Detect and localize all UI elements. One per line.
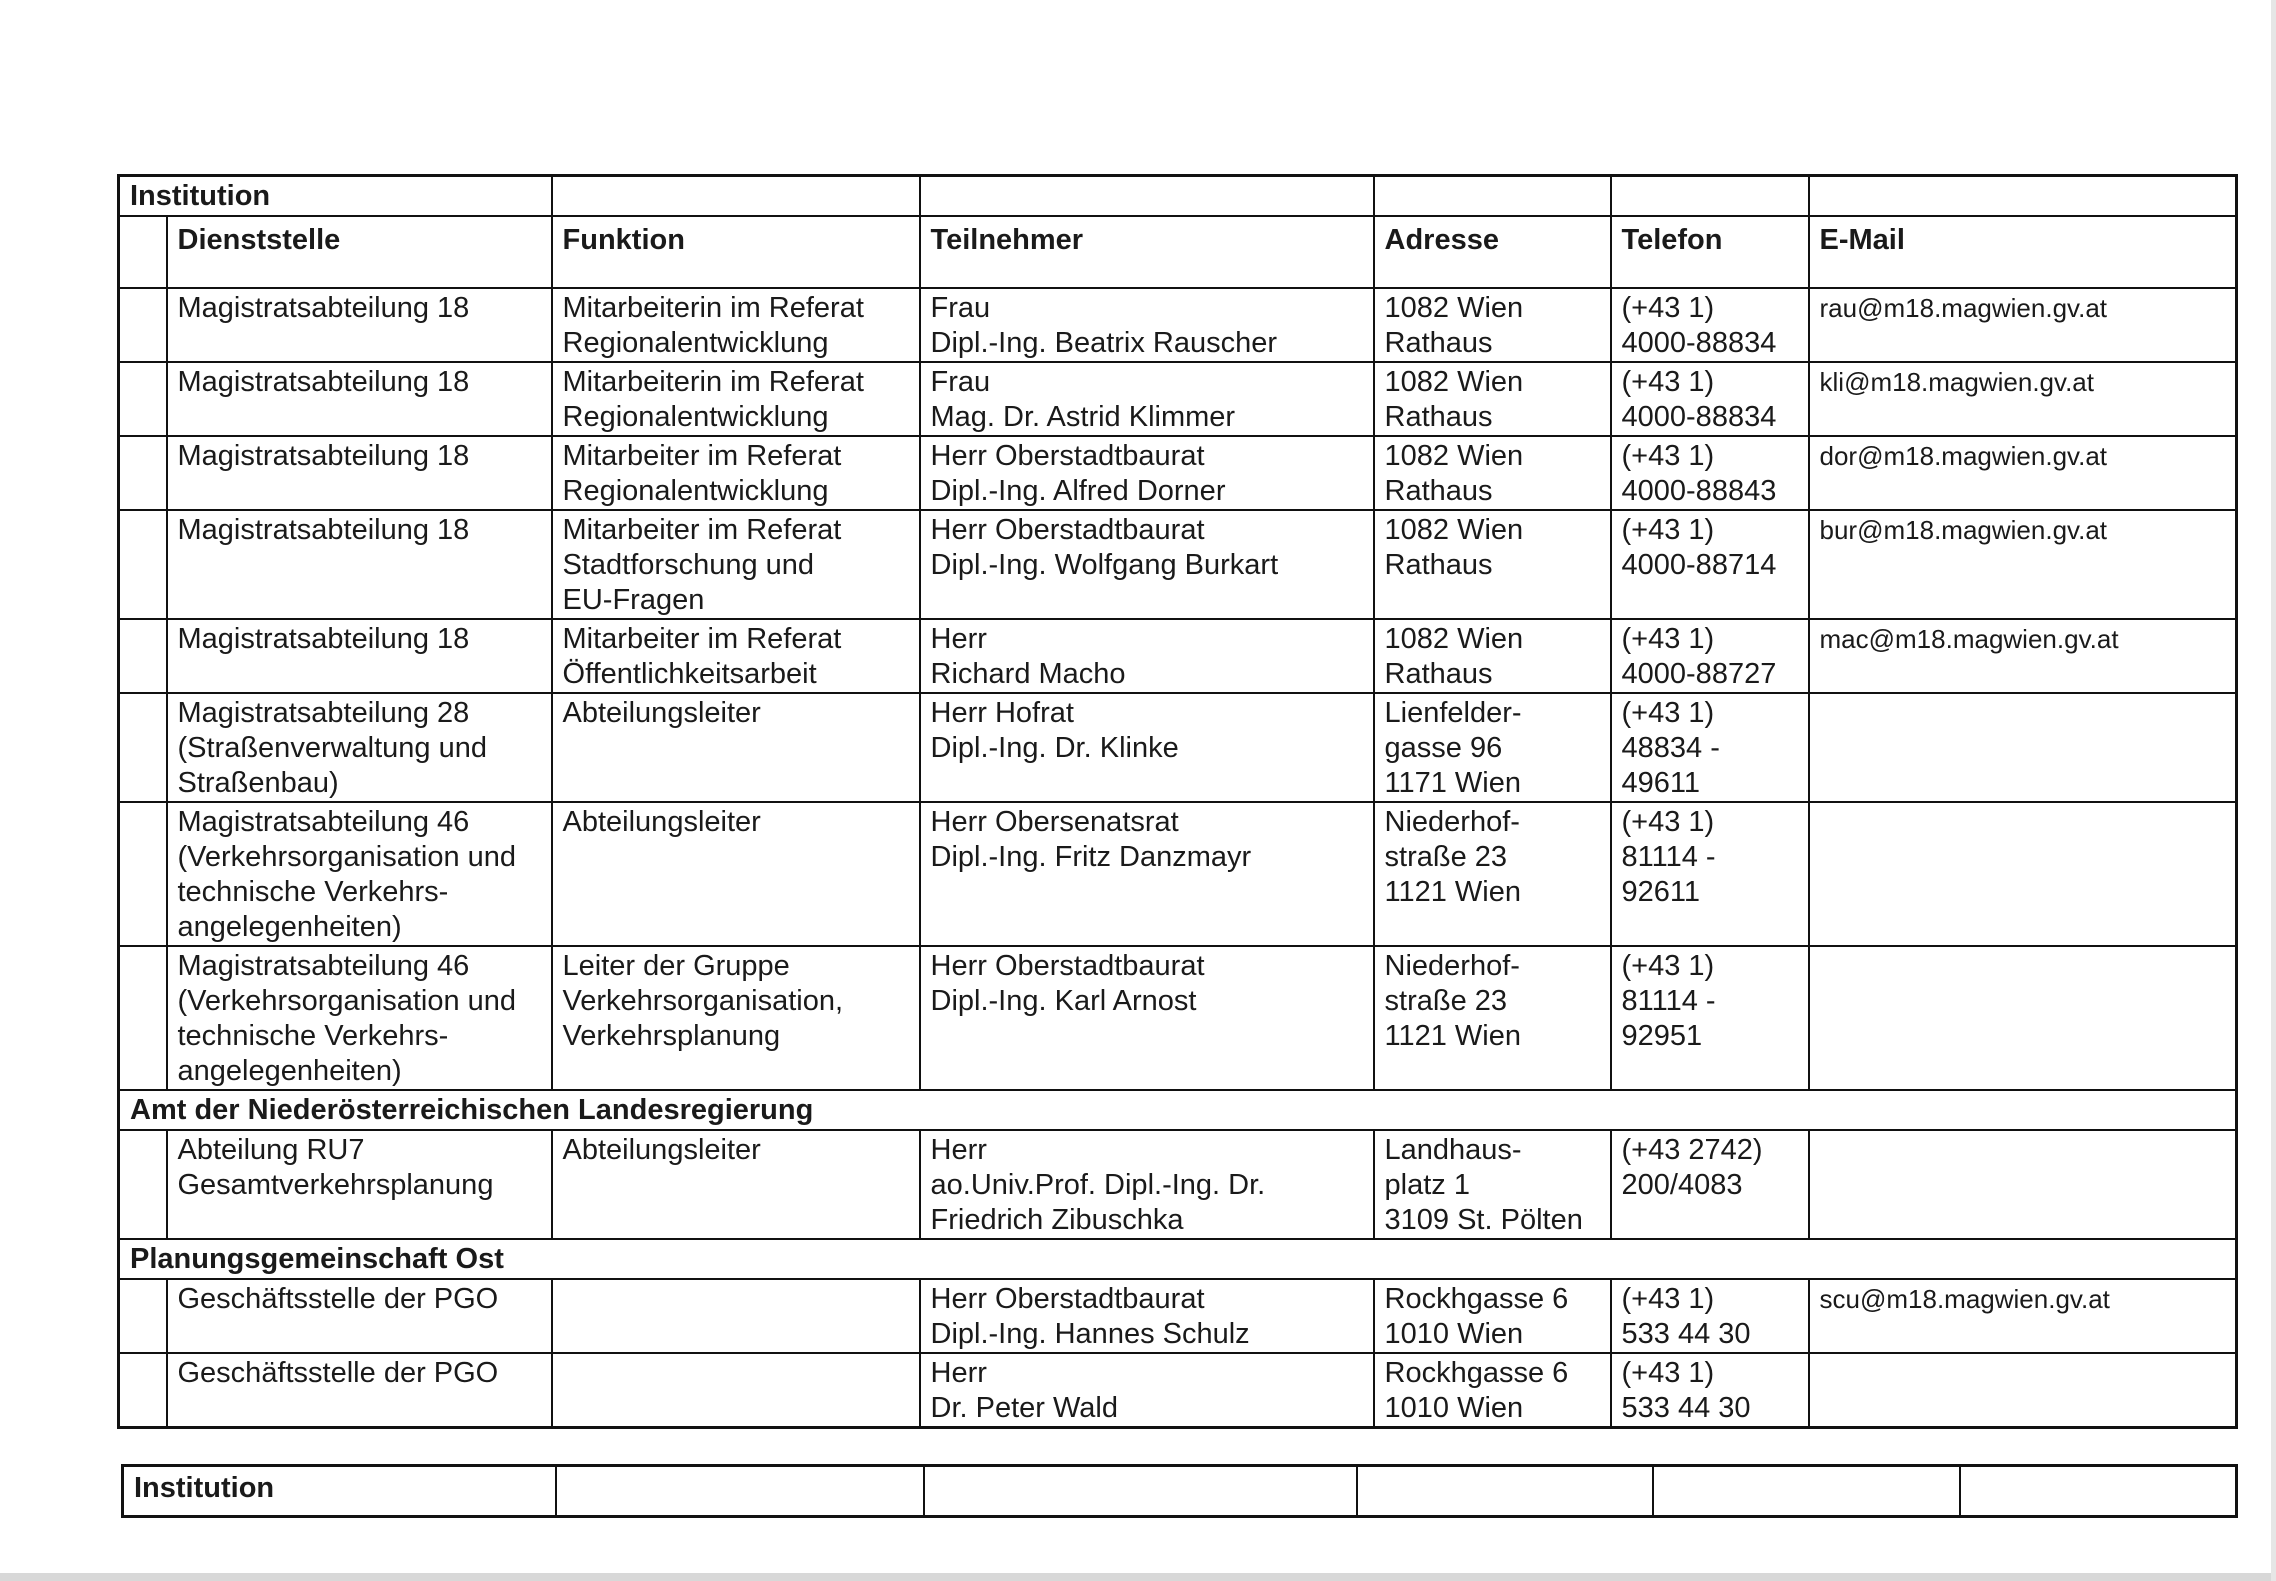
group-header-row bbox=[119, 1239, 2237, 1279]
dienststelle-cell: Magistratsabteilung 18 bbox=[167, 436, 552, 510]
header-blank bbox=[552, 176, 920, 217]
group-header-row bbox=[119, 1090, 2237, 1130]
dienststelle-cell: Magistratsabteilung 18 bbox=[167, 362, 552, 436]
funktion-cell: Mitarbeiter im Referat Öffentlichkeitsarbeit bbox=[552, 619, 920, 693]
footer-blank bbox=[1653, 1466, 1960, 1517]
header-institution: Institution bbox=[119, 176, 552, 217]
funktion-cell: Mitarbeiter im Referat Regionalentwicklung bbox=[552, 436, 920, 510]
email-cell: rau@m18.magwien.gv.at bbox=[1809, 288, 2237, 362]
indent-cell bbox=[119, 216, 167, 288]
header-blank bbox=[1809, 176, 2237, 217]
adresse-cell: 1082 Wien Rathaus bbox=[1374, 619, 1611, 693]
table-row bbox=[119, 1279, 2237, 1353]
funktion-cell: Mitarbeiterin im Referat Regionalentwicklung bbox=[552, 362, 920, 436]
email-cell bbox=[1809, 693, 2237, 802]
telefon-cell: (+43 1) 4000-88843 bbox=[1611, 436, 1809, 510]
telefon-cell: (+43 1) 81114 - 92611 bbox=[1611, 802, 1809, 946]
funktion-cell: Leiter der Gruppe Verkehrsorganisation, Verkehrsplanung bbox=[552, 946, 920, 1090]
funktion-cell bbox=[552, 1279, 920, 1353]
indent-cell bbox=[119, 362, 167, 436]
email-cell: mac@m18.magwien.gv.at bbox=[1809, 619, 2237, 693]
indent-cell bbox=[119, 619, 167, 693]
adresse-cell: Lienfelder- gasse 96 1171 Wien bbox=[1374, 693, 1611, 802]
email-cell: bur@m18.magwien.gv.at bbox=[1809, 510, 2237, 619]
indent-cell bbox=[119, 510, 167, 619]
table-row bbox=[119, 619, 2237, 693]
footer-blank bbox=[1960, 1466, 2237, 1517]
telefon-cell: (+43 1) 4000-88834 bbox=[1611, 288, 1809, 362]
table-row bbox=[119, 802, 2237, 946]
teilnehmer-cell: Herr Obersenatsrat Dipl.-Ing. Fritz Danzmayr bbox=[920, 802, 1374, 946]
header-blank bbox=[920, 176, 1374, 217]
adresse-cell: Rockhgasse 6 1010 Wien bbox=[1374, 1279, 1611, 1353]
funktion-cell bbox=[552, 1353, 920, 1428]
teilnehmer-cell: Herr ao.Univ.Prof. Dipl.-Ing. Dr. Friedrich Zibuschka bbox=[920, 1130, 1374, 1239]
indent-cell bbox=[119, 436, 167, 510]
header-blank bbox=[1611, 176, 1809, 217]
dienststelle-cell: Magistratsabteilung 18 bbox=[167, 619, 552, 693]
adresse-cell: 1082 Wien Rathaus bbox=[1374, 362, 1611, 436]
table-row bbox=[119, 1353, 2237, 1428]
teilnehmer-cell: Frau Mag. Dr. Astrid Klimmer bbox=[920, 362, 1374, 436]
adresse-cell: 1082 Wien Rathaus bbox=[1374, 510, 1611, 619]
funktion-cell: Abteilungsleiter bbox=[552, 802, 920, 946]
page-right-edge bbox=[2271, 0, 2276, 1581]
table-row bbox=[119, 1130, 2237, 1239]
telefon-cell: (+43 2742) 200/4083 bbox=[1611, 1130, 1809, 1239]
telefon-cell: (+43 1) 81114 - 92951 bbox=[1611, 946, 1809, 1090]
col-header-adresse: Adresse bbox=[1374, 216, 1611, 288]
adresse-cell: Niederhof- straße 23 1121 Wien bbox=[1374, 802, 1611, 946]
group-label: Amt der Niederösterreichischen Landesregierung bbox=[119, 1090, 2237, 1130]
teilnehmer-cell: Herr Hofrat Dipl.-Ing. Dr. Klinke bbox=[920, 693, 1374, 802]
telefon-cell: (+43 1) 4000-88714 bbox=[1611, 510, 1809, 619]
footer-blank bbox=[1357, 1466, 1653, 1517]
footer-blank bbox=[924, 1466, 1357, 1517]
teilnehmer-cell: Herr Richard Macho bbox=[920, 619, 1374, 693]
dienststelle-cell: Geschäftsstelle der PGO bbox=[167, 1353, 552, 1428]
email-cell: scu@m18.magwien.gv.at bbox=[1809, 1279, 2237, 1353]
funktion-cell: Abteilungsleiter bbox=[552, 1130, 920, 1239]
teilnehmer-cell: Herr Dr. Peter Wald bbox=[920, 1353, 1374, 1428]
table-row bbox=[119, 510, 2237, 619]
header-columns-row bbox=[119, 216, 2237, 288]
telefon-cell: (+43 1) 4000-88727 bbox=[1611, 619, 1809, 693]
group-label: Planungsgemeinschaft Ost bbox=[119, 1239, 2237, 1279]
indent-cell bbox=[119, 1130, 167, 1239]
header-blank bbox=[1374, 176, 1611, 217]
adresse-cell: 1082 Wien Rathaus bbox=[1374, 436, 1611, 510]
indent-cell bbox=[119, 1353, 167, 1428]
table-row bbox=[119, 436, 2237, 510]
teilnehmer-cell: Herr Oberstadtbaurat Dipl.-Ing. Wolfgang Burkart bbox=[920, 510, 1374, 619]
header-institution-row bbox=[119, 176, 2237, 217]
telefon-cell: (+43 1) 533 44 30 bbox=[1611, 1353, 1809, 1428]
teilnehmer-cell: Herr Oberstadtbaurat Dipl.-Ing. Hannes Schulz bbox=[920, 1279, 1374, 1353]
funktion-cell: Mitarbeiter im Referat Stadtforschung und EU-Fragen bbox=[552, 510, 920, 619]
adresse-cell: Landhaus- platz 1 3109 St. Pölten bbox=[1374, 1130, 1611, 1239]
telefon-cell: (+43 1) 48834 - 49611 bbox=[1611, 693, 1809, 802]
table-row bbox=[119, 946, 2237, 1090]
col-header-teilnehmer: Teilnehmer bbox=[920, 216, 1374, 288]
indent-cell bbox=[119, 802, 167, 946]
footer-institution-row bbox=[123, 1466, 2237, 1517]
email-cell bbox=[1809, 1353, 2237, 1428]
teilnehmer-cell: Frau Dipl.-Ing. Beatrix Rauscher bbox=[920, 288, 1374, 362]
dienststelle-cell: Abteilung RU7 Gesamtverkehrsplanung bbox=[167, 1130, 552, 1239]
dienststelle-cell: Magistratsabteilung 28 (Straßenverwaltung und Straßenbau) bbox=[167, 693, 552, 802]
indent-cell bbox=[119, 946, 167, 1090]
col-header-funktion: Funktion bbox=[552, 216, 920, 288]
funktion-cell: Mitarbeiterin im Referat Regionalentwicklung bbox=[552, 288, 920, 362]
email-cell bbox=[1809, 946, 2237, 1090]
funktion-cell: Abteilungsleiter bbox=[552, 693, 920, 802]
teilnehmer-cell: Herr Oberstadtbaurat Dipl.-Ing. Karl Arnost bbox=[920, 946, 1374, 1090]
dienststelle-cell: Geschäftsstelle der PGO bbox=[167, 1279, 552, 1353]
dienststelle-cell: Magistratsabteilung 46 (Verkehrsorganisation und technische Verkehrs- angelegenheiten) bbox=[167, 946, 552, 1090]
col-header-telefon: Telefon bbox=[1611, 216, 1809, 288]
page-bottom-edge bbox=[0, 1573, 2276, 1581]
table-row bbox=[119, 362, 2237, 436]
contacts-table bbox=[117, 174, 2238, 1429]
footer-blank bbox=[556, 1466, 924, 1517]
adresse-cell: 1082 Wien Rathaus bbox=[1374, 288, 1611, 362]
indent-cell bbox=[119, 1279, 167, 1353]
telefon-cell: (+43 1) 533 44 30 bbox=[1611, 1279, 1809, 1353]
footer-institution: Institution bbox=[123, 1466, 556, 1517]
dienststelle-cell: Magistratsabteilung 18 bbox=[167, 288, 552, 362]
table-row bbox=[119, 693, 2237, 802]
email-cell: kli@m18.magwien.gv.at bbox=[1809, 362, 2237, 436]
table-row bbox=[119, 288, 2237, 362]
col-header-email: E-Mail bbox=[1809, 216, 2237, 288]
indent-cell bbox=[119, 288, 167, 362]
col-header-dienststelle: Dienststelle bbox=[167, 216, 552, 288]
indent-cell bbox=[119, 693, 167, 802]
teilnehmer-cell: Herr Oberstadtbaurat Dipl.-Ing. Alfred Dorner bbox=[920, 436, 1374, 510]
adresse-cell: Rockhgasse 6 1010 Wien bbox=[1374, 1353, 1611, 1428]
dienststelle-cell: Magistratsabteilung 18 bbox=[167, 510, 552, 619]
adresse-cell: Niederhof- straße 23 1121 Wien bbox=[1374, 946, 1611, 1090]
footer-table bbox=[121, 1464, 2238, 1518]
email-cell bbox=[1809, 1130, 2237, 1239]
telefon-cell: (+43 1) 4000-88834 bbox=[1611, 362, 1809, 436]
email-cell bbox=[1809, 802, 2237, 946]
email-cell: dor@m18.magwien.gv.at bbox=[1809, 436, 2237, 510]
dienststelle-cell: Magistratsabteilung 46 (Verkehrsorganisation und technische Verkehrs- angelegenheiten) bbox=[167, 802, 552, 946]
